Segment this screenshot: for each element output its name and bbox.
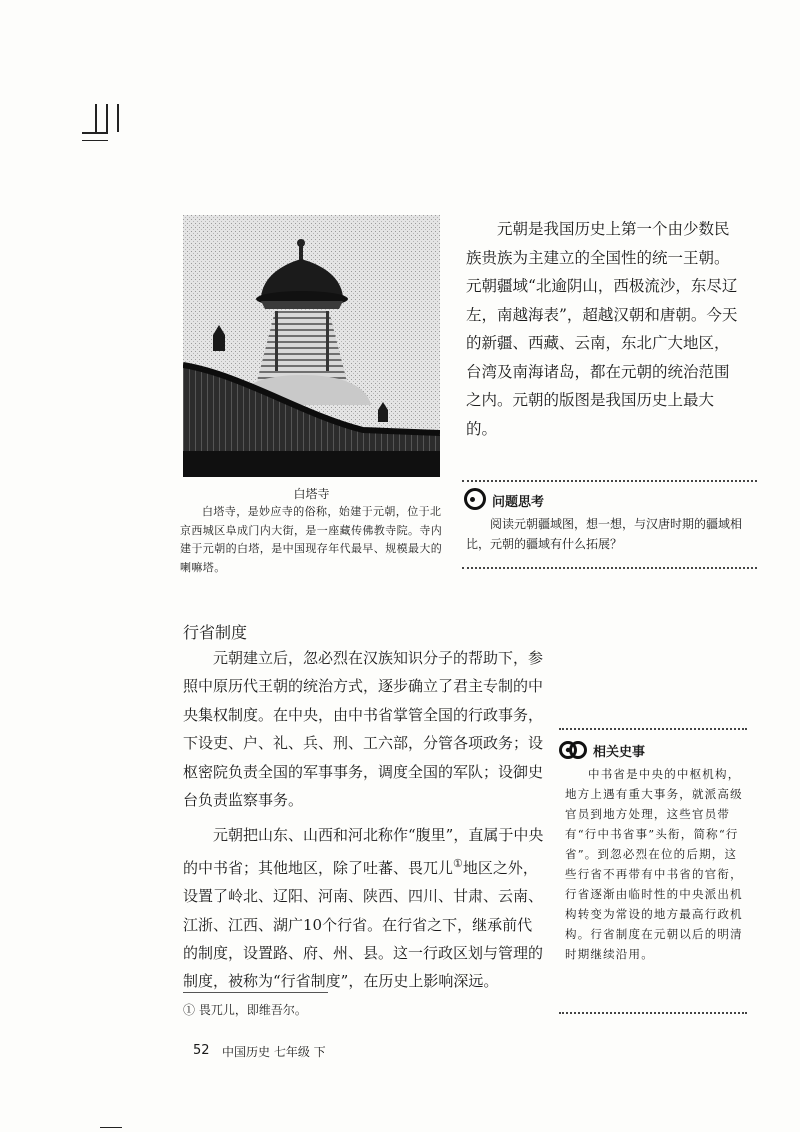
page-number: 52 bbox=[193, 1043, 210, 1058]
related-history-title: 相关史事 bbox=[593, 745, 646, 760]
section-title: 行省制度 bbox=[183, 623, 248, 642]
paragraph-text: 地区之外，设置了岭北、辽阳、河南、陕西、四川、甘肃、云南、江浙、江西、湖广10个行省。在行省之下，继承前代的制度，设置路、府、州、县。这一行政区划与管理的制度，被称为“行省制度”，在历史上影响深远。 bbox=[183, 858, 544, 991]
section-paragraph-1: 元朝建立后，忽必烈在汉族知识分子的帮助下，参照中原历代王朝的统治方式，逐步确立了君主专制的中央集权制度。在中央，由中书省掌管全国的行政事务，下设吏、户、礼、兵、刑、工六部，分管各项政务；设枢密院负责全国的军事事务，调度全国的军队；设御史台负责监察事务。 bbox=[183, 649, 544, 810]
intro-paragraph: 元朝是我国历史上第一个由少数民族贵族为主建立的全国性的统一王朝。元朝疆域“北逾阴山，西极流沙，东尽辽左，南越海表”，超越汉朝和唐朝。今天的新疆、西藏、云南，东北广大地区，台湾及南海诸岛，都在元朝的统治范围之内。元朝的版图是我国历史上最大的。 bbox=[466, 220, 738, 438]
section-body bbox=[183, 644, 545, 996]
paragraph-text: 元朝把山东、山西和河北称作“腹里”，直属于中央的中书省；其他地区，除了吐蕃、畏兀儿 bbox=[183, 826, 544, 877]
footnote: ① 畏兀儿，即维吾尔。 bbox=[183, 1003, 307, 1017]
crop-mark bbox=[117, 104, 119, 132]
question-box bbox=[462, 480, 757, 569]
figure-caption-text: 白塔寺，是妙应寺的俗称，始建于元朝，位于北京西城区阜成门内大街，是一座藏传佛教寺院。寺内建于元朝的白塔，是中国现存年代最早、规模最大的喇嘛塔。 bbox=[180, 505, 443, 574]
question-box-text: 阅读元朝疆域图，想一想，与汉唐时期的疆域相比，元朝的疆域有什么拓展？ bbox=[466, 517, 743, 551]
crop-mark bbox=[106, 104, 108, 132]
question-think-icon bbox=[464, 488, 486, 510]
footnote-divider bbox=[183, 992, 328, 993]
question-box-title: 问题思考 bbox=[492, 495, 545, 510]
white-pagoda-photo bbox=[183, 215, 440, 477]
crop-mark bbox=[100, 1127, 122, 1128]
crop-mark bbox=[82, 132, 108, 134]
figure-caption-title: 白塔寺 bbox=[293, 487, 330, 501]
section-paragraph-2 bbox=[183, 821, 545, 995]
footnote-marker[interactable]: ① bbox=[453, 856, 463, 870]
crop-mark bbox=[95, 104, 97, 132]
related-history-text: 中书省是中央的中枢机构，地方上遇有重大事务，就派高级官员到地方处理，这些官员带有“行中书省事”头衔，简称“行省”。到忽必烈在位的后期，这些行省不再带有中书省的官衔，行省逐渐由临时性的中央派出机构转变为常设的地方最高行政机构。行省制度在元朝以后的明清时期继续沿用。 bbox=[565, 767, 743, 961]
book-title: 中国历史 七年级 下 bbox=[222, 1045, 326, 1059]
related-history-icon bbox=[559, 739, 587, 761]
crop-mark bbox=[82, 140, 108, 141]
related-history-box bbox=[559, 728, 747, 1014]
